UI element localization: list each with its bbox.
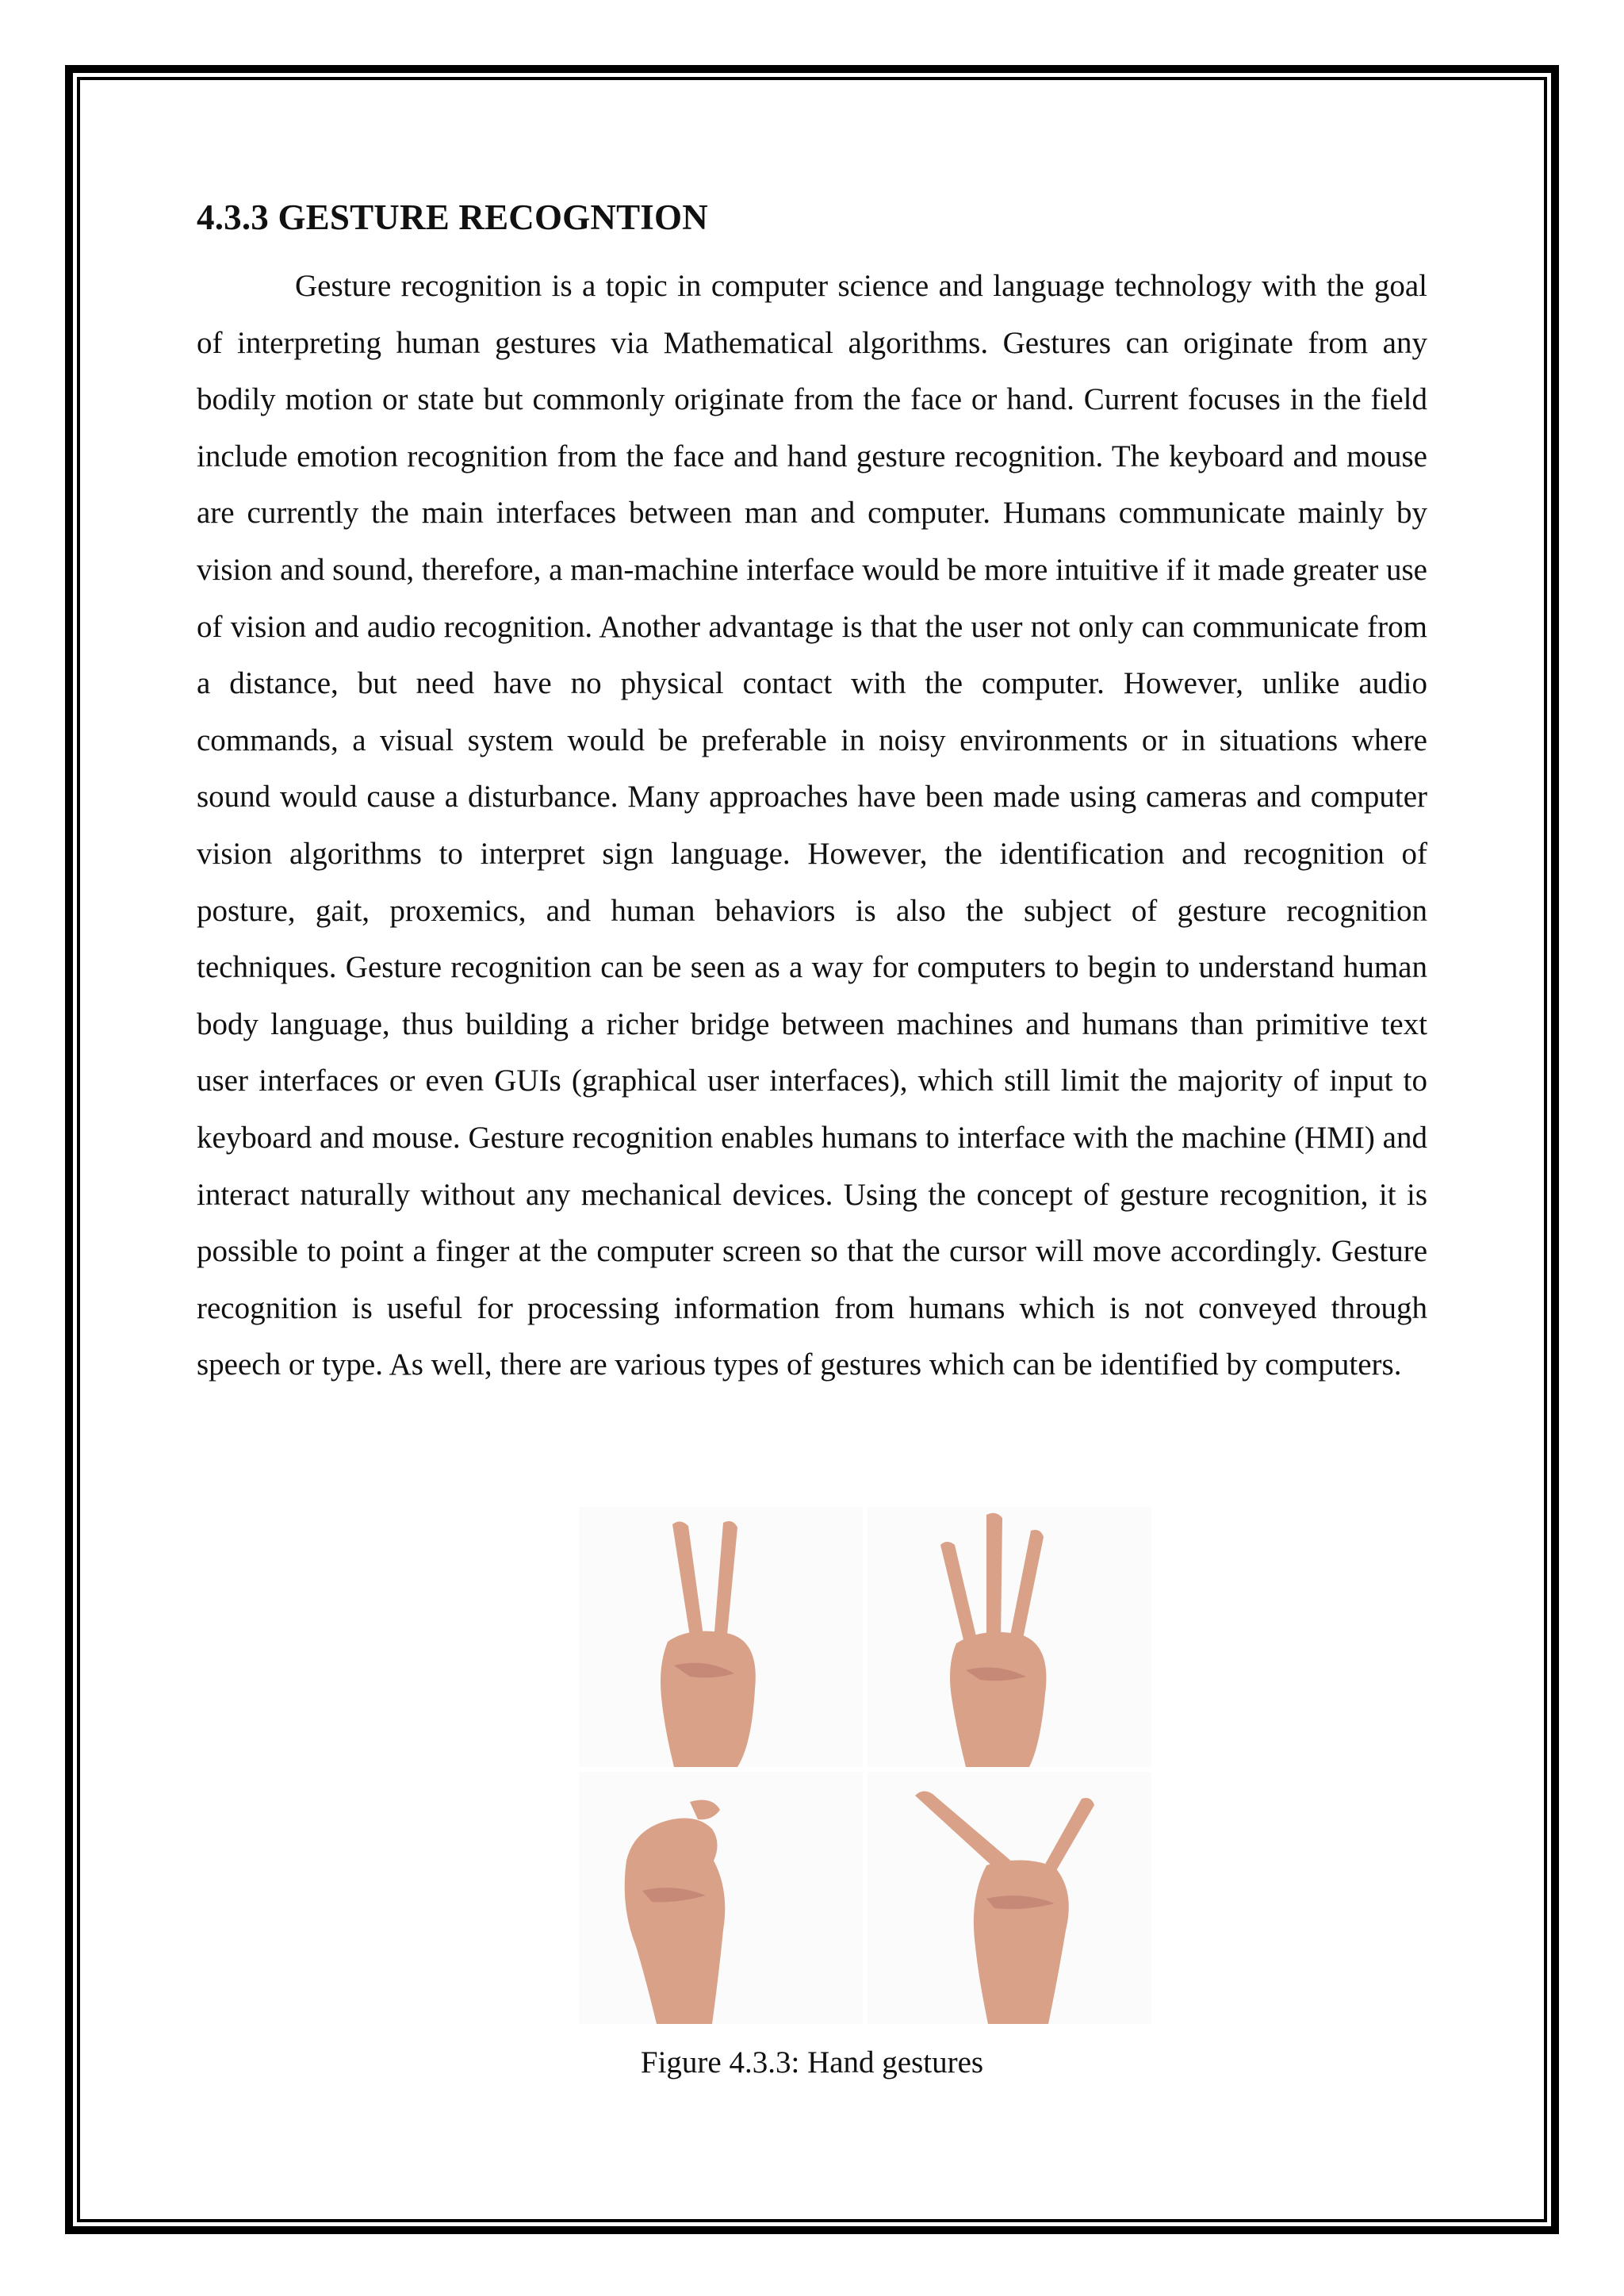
figure-caption: Figure 4.3.3: Hand gestures [640, 2045, 984, 2079]
gesture-photo-pointing [868, 1772, 1151, 2024]
section-heading: 4.3.3 GESTURE RECOGNTION [197, 197, 708, 237]
gesture-photo-two-fingers [579, 1507, 863, 1767]
hand-gestures-figure [579, 1507, 1151, 2024]
gesture-photo-three-fingers [868, 1507, 1151, 1767]
gesture-photo-pinch [579, 1772, 863, 2024]
section-paragraph: Gesture recognition is a topic in computer science and language technology with the goal of interpreting human gestures via Mathematical algorithms. Gestures can originate from any bodily motion or state but commonly originate from the face or hand. Current focuses in the field include emotion recognition from the face and hand gesture recognition. The keyboard and mouse are currently the main interfaces between man and computer. Humans communicate mainly by vision and sound, therefore, a man-machine interface would be more intuitive if it made greater use of vision and audio recognition. Another advantage is that the user not only can communicate from a distance, but need have no physical contact with the computer. However, unlike audio commands, a visual system would be preferable in noisy environments or in situations where sound would cause a disturbance. Many approaches have been made using cameras and computer vision algorithms to interpret sign language. However, the identification and recognition of posture, gait, proxemics, and human behaviors is also the subject of gesture recognition techniques. Gesture recognition can be seen as a way for computers to begin to understand human body language, thus building a richer bridge between machines and humans than primitive text user interfaces or even GUIs (graphical user interfaces), which still limit the majority of input to keyboard and mouse. Gesture recognition enables humans to interface with the machine (HMI) and interact naturally without any mechanical devices. Using the concept of gesture recognition, it is possible to point a finger at the computer screen so that the cursor will move accordingly. Gesture recognition is useful for processing information from humans which is not conveyed through speech or type. As well, there are various types of gestures which can be identified by computers. [197, 269, 1427, 1382]
